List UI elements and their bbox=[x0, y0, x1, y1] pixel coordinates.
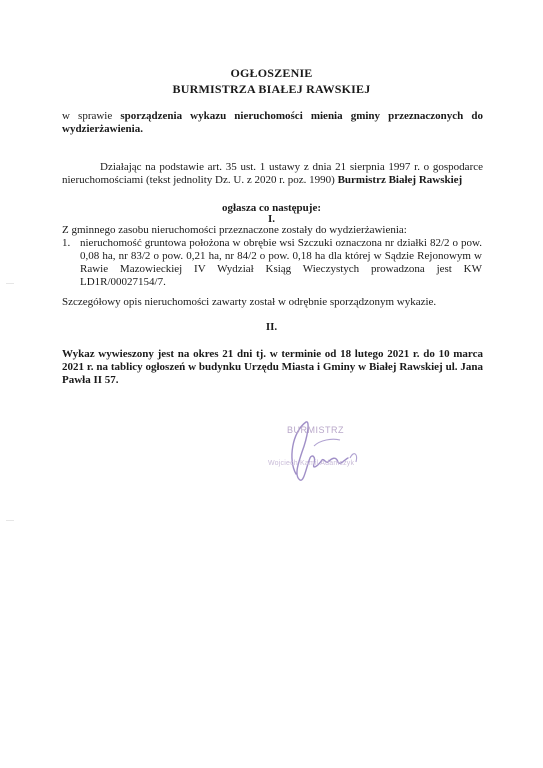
document-subtitle: BURMISTRZA BIAŁEJ RAWSKIEJ bbox=[172, 82, 371, 96]
intro-text: Działając na podstawie art. 35 ust. 1 ustawy z dnia 21 sierpnia 1997 r. o gospodarce nieruchomościami (tekst jednolity Dz. U. z 2020 r. poz. 1990) bbox=[62, 161, 483, 186]
document-title: OGŁOSZENIE bbox=[230, 66, 313, 80]
list-item-text: nieruchomość gruntowa położona w obrębie wsi Szczuki oznaczona nr działki 82/2 o pow. 0,08 ha, nr 83/2 o pow. 0,21 ha, nr 84/2 o pow. 0,18 ha dla której w Sądzie Rejonowym w Rawie Mazowieckiej IV Wydział Ksiąg Wieczystych prowadzona jest KW LD1R/00027154/7. bbox=[80, 237, 482, 288]
section-1-note: Szczegółowy opis nieruchomości zawarty został w odrębnie sporządzonym wykazie. bbox=[62, 296, 437, 308]
announces-heading: ogłasza co następuje: bbox=[222, 202, 321, 214]
stamp-name: Wojciech Kamil Adamczyk bbox=[268, 460, 355, 467]
intro-bold-suffix: Burmistrz Białej Rawskiej bbox=[337, 174, 463, 186]
margin-mark bbox=[6, 283, 14, 284]
intro-paragraph bbox=[62, 161, 483, 187]
section-2-numeral: II. bbox=[265, 321, 278, 333]
stamp-title: BURMISTRZ bbox=[287, 425, 344, 435]
subject-bold-text: sporządzenia wykazu nieruchomości mienia gminy przeznaczonych do wydzierżawienia. bbox=[62, 110, 483, 135]
section-1-lead: Z gminnego zasobu nieruchomości przeznaczone zostały do wydzierżawienia: bbox=[62, 224, 407, 236]
section-2-text: Wykaz wywieszony jest na okres 21 dni tj. w terminie od 18 lutego 2021 r. do 10 marca 2021 r. na tablicy ogłoszeń w budynku Urzędu Miasta i Gminy w Białej Rawskiej ul. Jana Pawła II 57. bbox=[62, 348, 483, 386]
section-1-numeral: I. bbox=[267, 213, 276, 225]
subject-paragraph bbox=[62, 110, 483, 136]
list-item-number: 1. bbox=[62, 237, 71, 249]
subject-prefix: w sprawie bbox=[62, 110, 113, 122]
margin-mark bbox=[6, 520, 14, 521]
signature-icon bbox=[258, 410, 378, 490]
